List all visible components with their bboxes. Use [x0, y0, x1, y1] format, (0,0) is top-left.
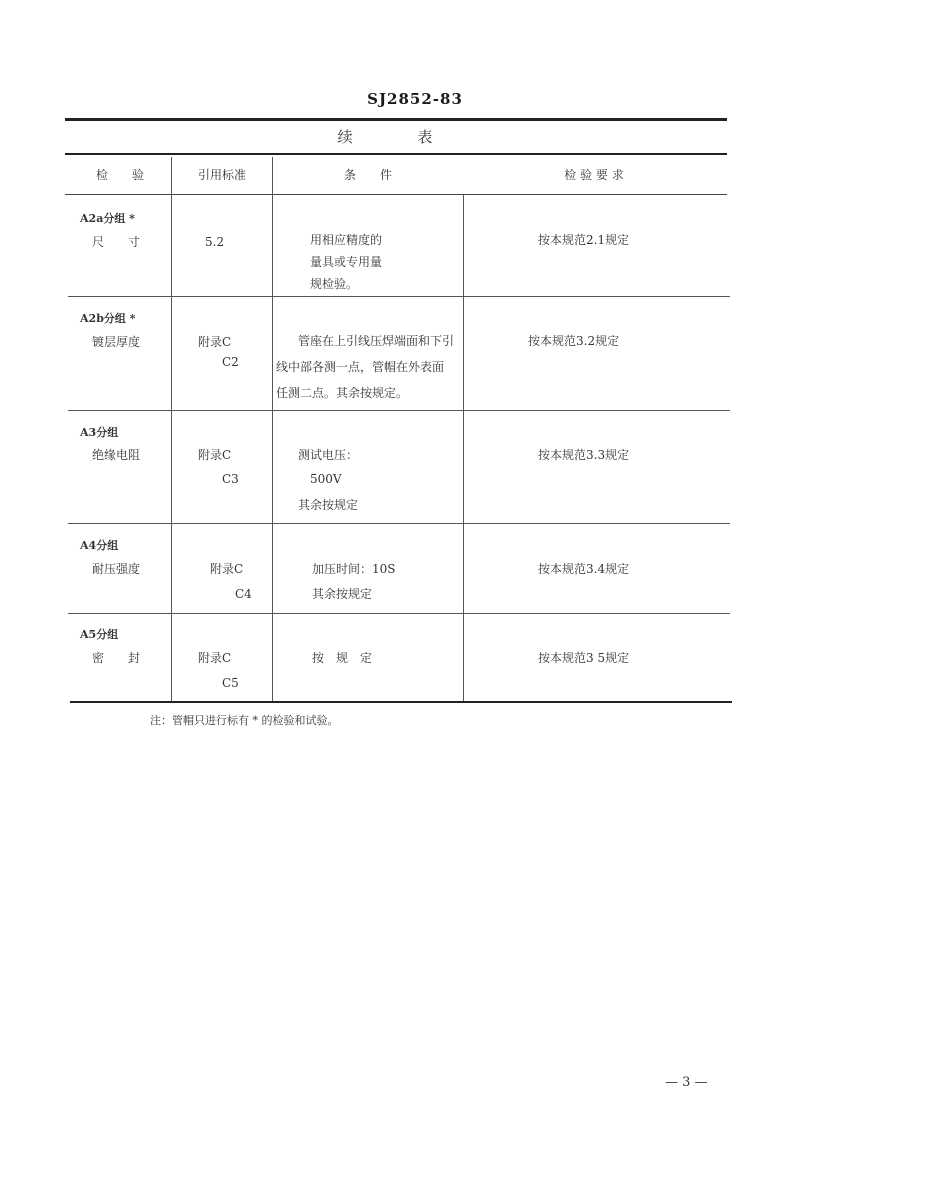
standard-ref: 附录C [198, 448, 232, 462]
requirement-text: 按本规范3.3规定 [538, 448, 630, 462]
standard-sub-ref: C5 [222, 676, 239, 690]
standard-ref: 附录C [198, 335, 232, 349]
row-divider [68, 296, 730, 297]
condition-line: 规检验。 [310, 277, 359, 291]
condition-line: 线中部各测一点，管帽在外表面 [276, 360, 445, 374]
group-label: A4分组 [80, 539, 119, 552]
item-label: 镀层厚度 [92, 335, 141, 349]
header-top-rule [65, 153, 727, 155]
condition-line: 其余按规定 [312, 587, 373, 601]
group-label: A5分组 [80, 628, 119, 641]
condition-line: 管座在上引线压焊端面和下引 [298, 334, 455, 348]
item-label: 绝缘电阻 [92, 448, 141, 462]
row-divider [68, 523, 730, 524]
group-label: A2a分组 * [80, 212, 135, 225]
table-bottom-rule [70, 701, 732, 703]
top-rule [65, 118, 727, 121]
page-number: — 3 — [665, 1075, 708, 1090]
group-label: A3分组 [80, 426, 119, 439]
column-divider [463, 195, 464, 701]
condition-line: 按 规 定 [312, 651, 373, 665]
standard-ref: 附录C [210, 562, 244, 576]
item-label: 尺 寸 [92, 235, 141, 249]
column-header-standard: 引用标准 [197, 168, 246, 182]
condition-line: 500V [310, 472, 342, 486]
standard-sub-ref: C2 [222, 355, 239, 369]
condition-line: 其余按规定 [298, 498, 359, 512]
standard-sub-ref: C3 [222, 472, 239, 486]
column-header-condition: 条 件 [343, 168, 392, 182]
document-code: SJ2852-83 [367, 90, 463, 108]
condition-line: 测试电压： [298, 448, 359, 462]
column-divider [171, 157, 172, 701]
row-divider [68, 613, 730, 614]
header-bottom-rule [65, 194, 727, 195]
condition-line: 任测二点。其余按规定。 [276, 386, 409, 400]
column-divider [272, 157, 273, 701]
condition-line: 量具或专用量 [310, 255, 383, 269]
standard-sub-ref: C4 [235, 587, 252, 601]
column-header-inspection: 检 验 [95, 168, 144, 182]
item-label: 密 封 [92, 651, 141, 665]
table-title: 续 表 [337, 128, 463, 146]
requirement-text: 按本规范3 5规定 [538, 651, 630, 665]
standard-ref: 5.2 [205, 235, 225, 249]
condition-line: 加压时间：10S [312, 562, 396, 576]
footnote: 注：管帽只进行标有 * 的检验和试验。 [150, 714, 339, 727]
requirement-text: 按本规范2.1规定 [538, 233, 630, 247]
standard-ref: 附录C [198, 651, 232, 665]
item-label: 耐压强度 [92, 562, 141, 576]
column-header-requirement: 检 验 要 求 [564, 168, 624, 182]
group-label: A2b分组 * [80, 312, 136, 325]
condition-line: 用相应精度的 [310, 233, 383, 247]
requirement-text: 按本规范3.4规定 [538, 562, 630, 576]
row-divider [68, 410, 730, 411]
requirement-text: 按本规范3.2规定 [528, 334, 620, 348]
